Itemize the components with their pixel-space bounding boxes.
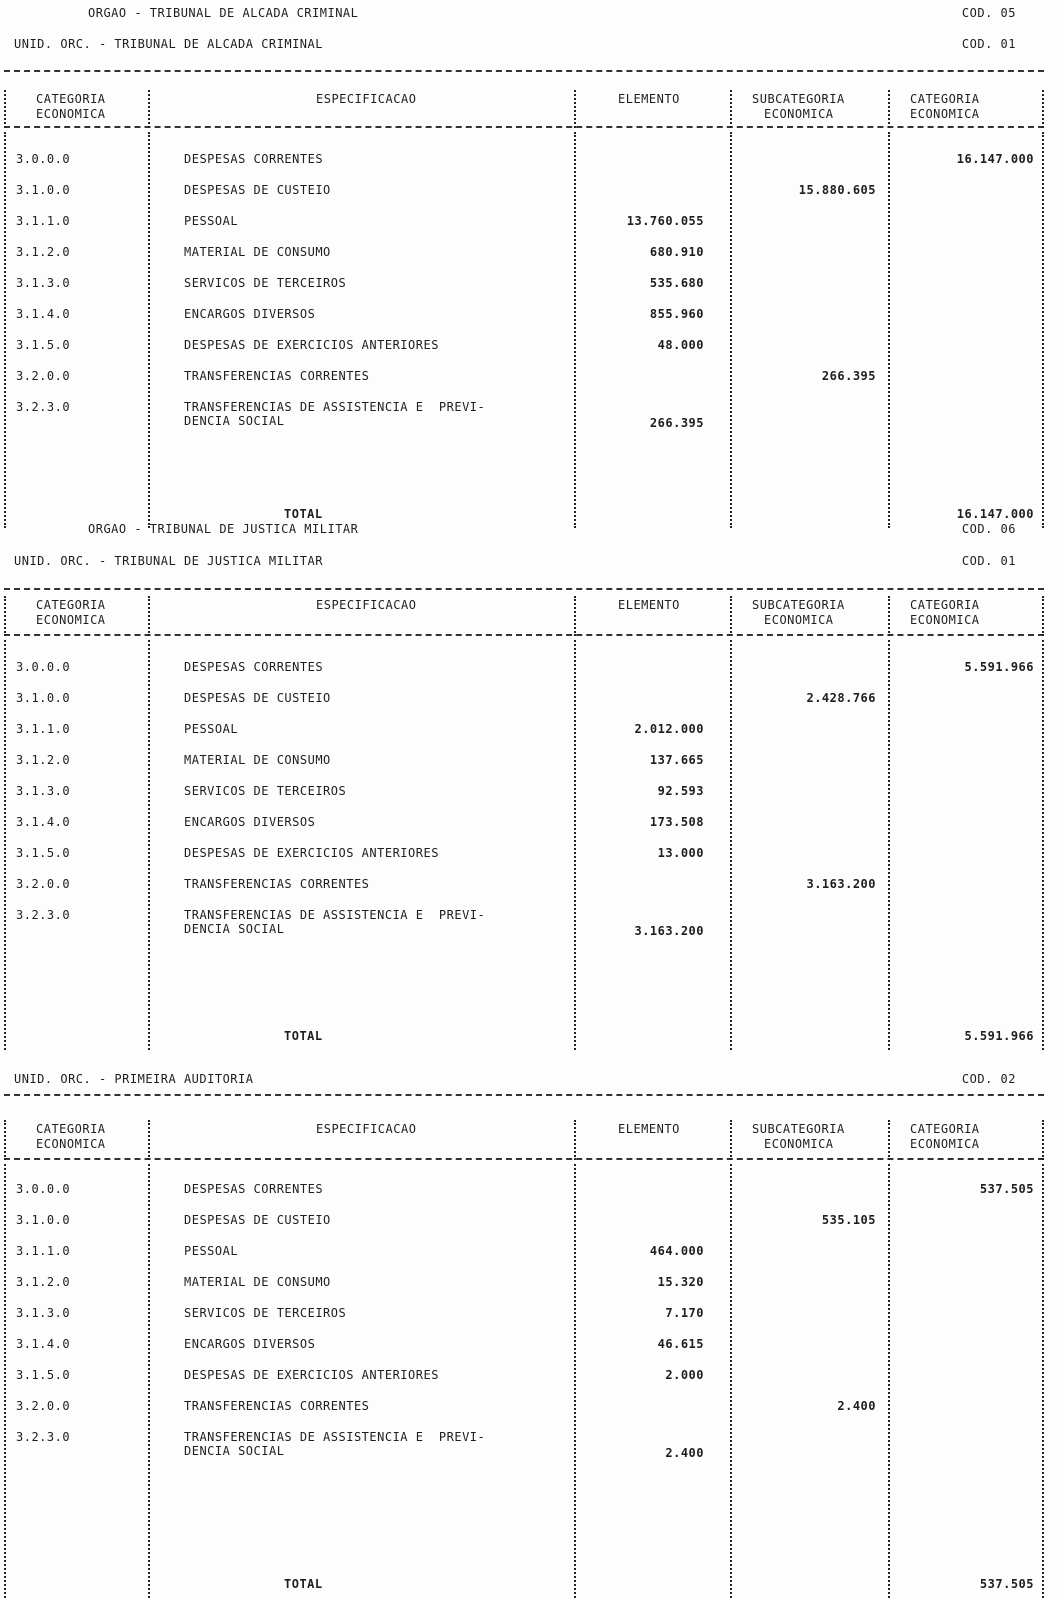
row-elemento: 3.163.200: [634, 924, 704, 938]
row-elemento: 173.508: [649, 815, 704, 829]
row-description: DESPESAS CORRENTES: [184, 660, 324, 674]
column-separator: [888, 90, 890, 128]
row-elemento: 92.593: [657, 784, 704, 798]
row-elemento: 535.680: [649, 276, 704, 290]
row-code: 3.2.3.0: [16, 908, 71, 922]
row-description: TRANSFERENCIAS CORRENTES: [184, 1399, 370, 1413]
row-code: 3.1.2.0: [16, 245, 71, 259]
row-code: 3.1.3.0: [16, 276, 71, 290]
header-categoria-economica: CATEGORIA: [910, 92, 980, 106]
row-code: 3.1.2.0: [16, 1275, 71, 1289]
header-subcategoria: SUBCATEGORIA: [752, 1122, 845, 1136]
row-code: 3.1.5.0: [16, 846, 71, 860]
column-separator: [730, 1164, 732, 1598]
row-description: SERVICOS DE TERCEIROS: [184, 276, 347, 290]
row-code: 3.1.1.0: [16, 214, 71, 228]
row-elemento: 855.960: [649, 307, 704, 321]
column-separator: [888, 132, 890, 528]
row-description: TRANSFERENCIAS DE ASSISTENCIA E PREVI- DENCIA SOCIAL: [184, 1430, 486, 1458]
row-description: ENCARGOS DIVERSOS: [184, 307, 316, 321]
row-description: TRANSFERENCIAS CORRENTES: [184, 369, 370, 383]
header-especificacao: ESPECIFICACAO: [316, 92, 417, 106]
column-separator: [4, 596, 6, 636]
row-description: MATERIAL DE CONSUMO: [184, 1275, 331, 1289]
row-code: 3.1.5.0: [16, 1368, 71, 1382]
total-label: TOTAL: [284, 1577, 323, 1591]
row-description: DESPESAS DE EXERCICIOS ANTERIORES: [184, 338, 439, 352]
row-code: 3.1.1.0: [16, 1244, 71, 1258]
header-elemento: ELEMENTO: [618, 598, 680, 612]
header-categoria-economica: CATEGORIA: [910, 598, 980, 612]
column-separator: [1042, 90, 1044, 128]
row-code: 3.1.4.0: [16, 1337, 71, 1351]
column-separator: [148, 596, 150, 636]
row-elemento: 266.395: [649, 416, 704, 430]
column-separator: [730, 1120, 732, 1160]
row-elemento: 137.665: [649, 753, 704, 767]
row-code: 3.1.4.0: [16, 307, 71, 321]
row-subcategoria: 266.395: [821, 369, 876, 383]
row-code: 3.0.0.0: [16, 152, 71, 166]
row-description: ENCARGOS DIVERSOS: [184, 815, 316, 829]
header-divider: [4, 1094, 1044, 1096]
header-categoria: CATEGORIA: [36, 1122, 106, 1136]
row-code: 3.0.0.0: [16, 660, 71, 674]
column-separator: [888, 1164, 890, 1598]
row-code: 3.2.0.0: [16, 1399, 71, 1413]
row-elemento: 7.170: [665, 1306, 704, 1320]
orgao-title: ORGAO - TRIBUNAL DE ALCADA CRIMINAL: [88, 6, 359, 20]
row-code: 3.1.4.0: [16, 815, 71, 829]
header-especificacao: ESPECIFICACAO: [316, 598, 417, 612]
column-separator: [148, 90, 150, 128]
column-separator: [1042, 640, 1044, 1050]
header-categoria-economica: ECONOMICA: [910, 613, 980, 627]
column-separator: [4, 1120, 6, 1160]
header-categoria: ECONOMICA: [36, 1137, 106, 1151]
row-description: DESPESAS DE CUSTEIO: [184, 1213, 331, 1227]
row-code: 3.0.0.0: [16, 1182, 71, 1196]
row-code: 3.2.3.0: [16, 1430, 71, 1444]
row-elemento: 2.400: [665, 1446, 704, 1460]
row-description: MATERIAL DE CONSUMO: [184, 753, 331, 767]
row-categoria: 537.505: [979, 1182, 1034, 1196]
row-elemento: 13.760.055: [626, 214, 704, 228]
column-separator: [4, 640, 6, 1050]
row-description: DESPESAS CORRENTES: [184, 152, 324, 166]
unidade-title: UNID. ORC. - PRIMEIRA AUDITORIA: [14, 1072, 254, 1086]
row-elemento: 2.000: [665, 1368, 704, 1382]
row-elemento: 464.000: [649, 1244, 704, 1258]
header-subcategoria: ECONOMICA: [764, 613, 834, 627]
row-description: TRANSFERENCIAS DE ASSISTENCIA E PREVI- DENCIA SOCIAL: [184, 400, 486, 428]
row-subcategoria: 2.400: [837, 1399, 876, 1413]
header-categoria: CATEGORIA: [36, 598, 106, 612]
unidade-code: COD. 02: [961, 1072, 1016, 1086]
row-elemento: 2.012.000: [634, 722, 704, 736]
row-description: TRANSFERENCIAS CORRENTES: [184, 877, 370, 891]
header-subcategoria: SUBCATEGORIA: [752, 598, 845, 612]
row-code: 3.1.0.0: [16, 183, 71, 197]
column-separator: [1042, 132, 1044, 528]
column-separator: [730, 596, 732, 636]
column-separator: [730, 132, 732, 528]
row-elemento: 15.320: [657, 1275, 704, 1289]
header-elemento: ELEMENTO: [618, 92, 680, 106]
header-subcategoria: ECONOMICA: [764, 1137, 834, 1151]
row-description: MATERIAL DE CONSUMO: [184, 245, 331, 259]
row-subcategoria: 535.105: [821, 1213, 876, 1227]
column-separator: [148, 1120, 150, 1160]
row-code: 3.2.3.0: [16, 400, 71, 414]
row-code: 3.2.0.0: [16, 369, 71, 383]
total-label: TOTAL: [284, 507, 323, 521]
column-separator: [148, 640, 150, 1050]
header-categoria: ECONOMICA: [36, 613, 106, 627]
column-separator: [574, 1120, 576, 1160]
header-categoria-economica: CATEGORIA: [910, 1122, 980, 1136]
unidade-title: UNID. ORC. - TRIBUNAL DE JUSTICA MILITAR: [14, 554, 323, 568]
column-separator: [888, 1120, 890, 1160]
row-code: 3.1.0.0: [16, 1213, 71, 1227]
column-separator: [1042, 1120, 1044, 1160]
row-description: DESPESAS DE EXERCICIOS ANTERIORES: [184, 846, 439, 860]
column-separator: [574, 640, 576, 1050]
column-separator: [1042, 596, 1044, 636]
column-separator: [888, 640, 890, 1050]
total-value: 5.591.966: [964, 1029, 1034, 1043]
header-categoria-economica: ECONOMICA: [910, 1137, 980, 1151]
row-code: 3.1.2.0: [16, 753, 71, 767]
column-separator: [574, 596, 576, 636]
total-value: 16.147.000: [956, 507, 1034, 521]
column-separator: [1042, 1164, 1044, 1598]
row-categoria: 16.147.000: [956, 152, 1034, 166]
orgao-code: COD. 06: [961, 522, 1016, 536]
row-code: 3.1.0.0: [16, 691, 71, 705]
row-description: SERVICOS DE TERCEIROS: [184, 1306, 347, 1320]
row-categoria: 5.591.966: [964, 660, 1034, 674]
column-separator: [730, 640, 732, 1050]
row-elemento: 680.910: [649, 245, 704, 259]
header-divider: [4, 588, 1044, 590]
row-description: DESPESAS CORRENTES: [184, 1182, 324, 1196]
column-separator: [888, 596, 890, 636]
column-separator: [148, 1164, 150, 1598]
row-description: SERVICOS DE TERCEIROS: [184, 784, 347, 798]
row-elemento: 13.000: [657, 846, 704, 860]
header-categoria-economica: ECONOMICA: [910, 107, 980, 121]
row-elemento: 48.000: [657, 338, 704, 352]
column-separator: [4, 1164, 6, 1598]
header-elemento: ELEMENTO: [618, 1122, 680, 1136]
row-description: TRANSFERENCIAS DE ASSISTENCIA E PREVI- DENCIA SOCIAL: [184, 908, 486, 936]
header-divider: [4, 70, 1044, 72]
row-description: DESPESAS DE CUSTEIO: [184, 183, 331, 197]
total-label: TOTAL: [284, 1029, 323, 1043]
row-description: DESPESAS DE EXERCICIOS ANTERIORES: [184, 1368, 439, 1382]
row-code: 3.1.3.0: [16, 784, 71, 798]
row-description: PESSOAL: [184, 722, 239, 736]
unidade-code: COD. 01: [961, 37, 1016, 51]
row-subcategoria: 3.163.200: [806, 877, 876, 891]
unidade-code: COD. 01: [961, 554, 1016, 568]
row-code: 3.1.1.0: [16, 722, 71, 736]
unidade-title: UNID. ORC. - TRIBUNAL DE ALCADA CRIMINAL: [14, 37, 323, 51]
orgao-title: ORGAO - TRIBUNAL DE JUSTICA MILITAR: [88, 522, 359, 536]
header-categoria: ECONOMICA: [36, 107, 106, 121]
orgao-code: COD. 05: [961, 6, 1016, 20]
header-subcategoria: SUBCATEGORIA: [752, 92, 845, 106]
row-subcategoria: 2.428.766: [806, 691, 876, 705]
header-especificacao: ESPECIFICACAO: [316, 1122, 417, 1136]
row-code: 3.1.3.0: [16, 1306, 71, 1320]
column-separator: [574, 90, 576, 128]
row-code: 3.1.5.0: [16, 338, 71, 352]
column-separator: [148, 132, 150, 528]
row-description: ENCARGOS DIVERSOS: [184, 1337, 316, 1351]
row-description: PESSOAL: [184, 1244, 239, 1258]
row-description: PESSOAL: [184, 214, 239, 228]
row-description: DESPESAS DE CUSTEIO: [184, 691, 331, 705]
column-separator: [574, 132, 576, 528]
column-separator: [730, 90, 732, 128]
row-code: 3.2.0.0: [16, 877, 71, 891]
total-value: 537.505: [979, 1577, 1034, 1591]
row-elemento: 46.615: [657, 1337, 704, 1351]
header-categoria: CATEGORIA: [36, 92, 106, 106]
row-subcategoria: 15.880.605: [798, 183, 876, 197]
column-separator: [574, 1164, 576, 1598]
column-separator: [4, 132, 6, 528]
header-subcategoria: ECONOMICA: [764, 107, 834, 121]
column-separator: [4, 90, 6, 128]
